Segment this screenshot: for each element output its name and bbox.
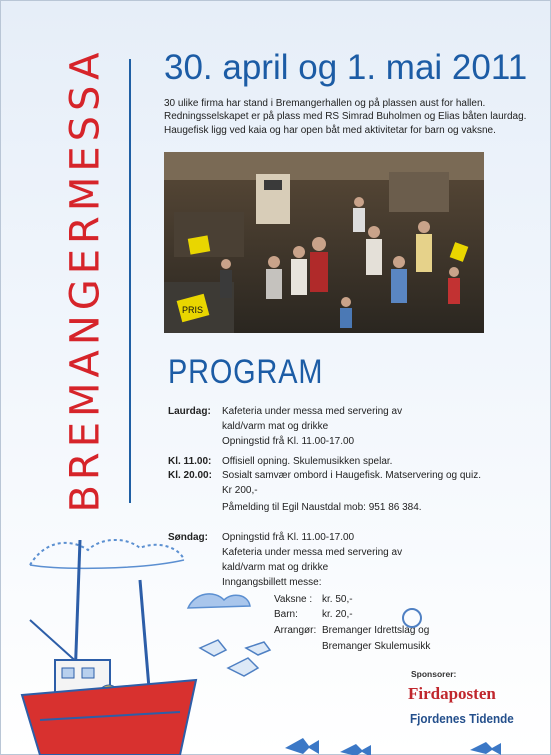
sun-spiral xyxy=(403,609,421,627)
price-label: Barn: xyxy=(274,609,298,620)
intro-text xyxy=(164,97,527,137)
schedule-line: Inngangsbillett messe: xyxy=(222,577,322,588)
cloud-outline xyxy=(30,540,184,565)
schedule-line: kald/varm mat og drikke xyxy=(222,421,329,432)
boat-hull xyxy=(22,680,196,755)
price-sign-text: PRIS xyxy=(182,305,204,315)
vertical-title: BREMANGERMESSA xyxy=(63,47,110,513)
window xyxy=(82,668,94,678)
program-heading: PROGRAM xyxy=(168,353,324,391)
cloud-base xyxy=(30,560,184,568)
birds xyxy=(200,640,270,676)
rope xyxy=(30,620,80,665)
schedule-line: Kafeteria under messa med servering av xyxy=(222,406,403,417)
organizer-line: Bremanger Skulemusikk xyxy=(322,641,431,652)
date-heading: 30. april og 1. mai 2011 xyxy=(164,48,528,87)
price-value: kr. 50,- xyxy=(322,594,353,605)
schedule-line: Opningstid frå Kl. 11.00-17.00 xyxy=(222,532,355,543)
schedule-line: Kafeteria under messa med servering av xyxy=(222,547,403,558)
fair-photo-illustration xyxy=(164,152,484,333)
event-time: Kl. 11.00: xyxy=(168,456,212,467)
event-text: Påmelding til Egil Naustdal mob: 951 86 384. xyxy=(222,502,422,513)
day-label-laurdag: Laurdag: xyxy=(168,406,211,417)
bird-shape xyxy=(228,658,258,676)
mast xyxy=(140,580,150,700)
window xyxy=(62,668,74,678)
event-text: Kr 200,- xyxy=(222,485,258,496)
fish xyxy=(340,744,371,755)
fish xyxy=(285,738,319,754)
sponsor-logo-firdaposten: Firdaposten xyxy=(408,684,496,703)
organizer-label: Arrangør: xyxy=(274,625,317,636)
bird-shape xyxy=(200,640,226,656)
intro-line: Redningsselskapet er på plass med RS Simrad Buholmen og Elias båten laurdag. xyxy=(164,111,527,123)
fish xyxy=(470,742,501,755)
sponsor-logo-fjordenes-tidende: Fjordenes Tidende xyxy=(410,711,514,726)
sponsors-label: Sponsorer: xyxy=(411,669,457,679)
day-label-sondag: Søndag: xyxy=(168,532,208,543)
fair-photo xyxy=(164,152,484,333)
vertical-title-box xyxy=(58,47,114,513)
divider-line xyxy=(129,59,131,503)
price-value: kr. 20,- xyxy=(322,609,353,620)
schedule-line: kald/varm mat og drikke xyxy=(222,562,329,573)
price-label: Vaksne : xyxy=(274,594,313,605)
intro-line: Haugefisk ligg ved kaia og har open båt med aktivitetar for barn og vaksne. xyxy=(164,124,496,136)
schedule-line: Opningstid frå Kl. 11.00-17.00 xyxy=(222,436,355,447)
event-text: Sosialt samvær ombord i Haugefisk. Matservering og quiz. xyxy=(222,470,481,481)
intro-line: 30 ulike firma har stand i Bremangerhallen og på plassen aust for hallen. xyxy=(164,98,486,109)
event-text: Offisiell opning. Skulemusikken spelar. xyxy=(222,456,393,467)
bird-shape xyxy=(246,642,270,655)
small-cloud xyxy=(188,594,250,608)
event-time: Kl. 20.00: xyxy=(168,470,212,481)
organizer-line: Bremanger Idrettslag og xyxy=(322,625,430,636)
